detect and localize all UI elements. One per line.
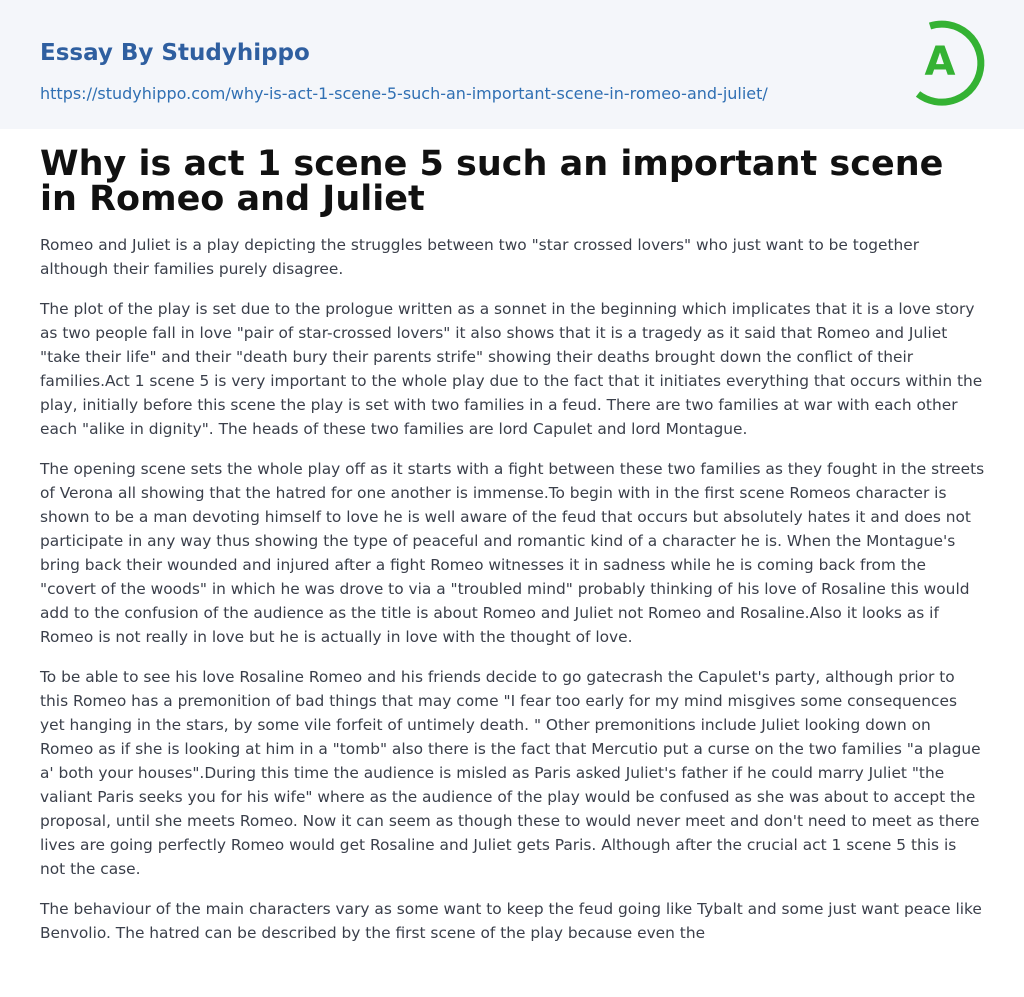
page-title: Why is act 1 scene 5 such an important scene in Romeo and Juliet: [40, 144, 944, 219]
paragraph: To be able to see his love Rosaline Romeo and his friends decide to go gatecrash the Capulet's party, although prior to this Romeo has a premonition of bad things that may come "I fear too early for my mind misgives some consequences yet hanging in the stars, by some vile forfeit of untimely death. " Other premonitions include Juliet looking down on Romeo as if she is looking at him in a "tomb" also there is the fact that Mercutio put a curse on the two families "a plague a' both your houses".During this time the audience is misled as Paris asked Juliet's father if he could marry Juliet "the valiant Paris seeks you for his wife" where as the audience of the play would be confused as she was about to accept the proposal, until she meets Romeo. Now it can seem as though these to would never meet and don't need to meet as there lives are going perfectly Romeo would get Rosaline and Juliet gets Paris. Although after the crucial act 1 scene 5 this is not the case.: [40, 668, 981, 878]
article: [40, 144, 986, 961]
paragraph: The behaviour of the main characters vary as some want to keep the feud going like Tybalt and some just want peace like Benvolio. The hatred can be described by the first scene of the play because even the: [40, 900, 982, 942]
logo-letter: A: [924, 39, 956, 85]
site-header: [0, 0, 1024, 129]
paragraph: The plot of the play is set due to the prologue written as a sonnet in the beginning which implicates that it is a love story as two people fall in love "pair of star-crossed lovers" it also shows that it is a tragedy as it said that Romeo and Juliet "take their life" and their "death bury their parents strife" showing their deaths brought down the conflict of their families.Act 1 scene 5 is very important to the whole play due to the fact that it initiates everything that occurs within the play, initially before this scene the play is set with two families in a feud. There are two families at war with each other each "alike in dignity". The heads of these two families are lord Capulet and lord Montague.: [40, 300, 983, 438]
source-url-link[interactable]: https://studyhippo.com/why-is-act-1-scene-5-such-an-important-scene-in-romeo-and-juliet/: [40, 84, 768, 103]
studyhippo-logo-icon[interactable]: [906, 16, 990, 108]
paragraph: The opening scene sets the whole play off as it starts with a fight between these two families as they fought in the streets of Verona all showing that the hatred for one another is immense.To begin with in the first scene Romeos character is shown to be a man devoting himself to love he is well aware of the feud that occurs but absolutely hates it and does not participate in any way thus showing the type of peaceful and romantic kind of a character he is. When the Montague's bring back their wounded and injured after a fight Romeo witnesses it in sadness while he is coming back from the "covert of the woods" in which he was drove to via a "troubled mind" probably thinking of his love of Rosaline this would add to the confusion of the audience as the title is about Romeo and Juliet not Romeo and Rosaline.Also it looks as if Romeo is not really in love but he is actually in love with the thought of love.: [40, 460, 985, 646]
paragraph: Romeo and Juliet is a play depicting the struggles between two "star crossed lovers" who just want to be together although their families purely disagree.: [40, 236, 920, 278]
article-body: [40, 233, 986, 945]
brand-title[interactable]: Essay By Studyhippo: [40, 40, 310, 66]
